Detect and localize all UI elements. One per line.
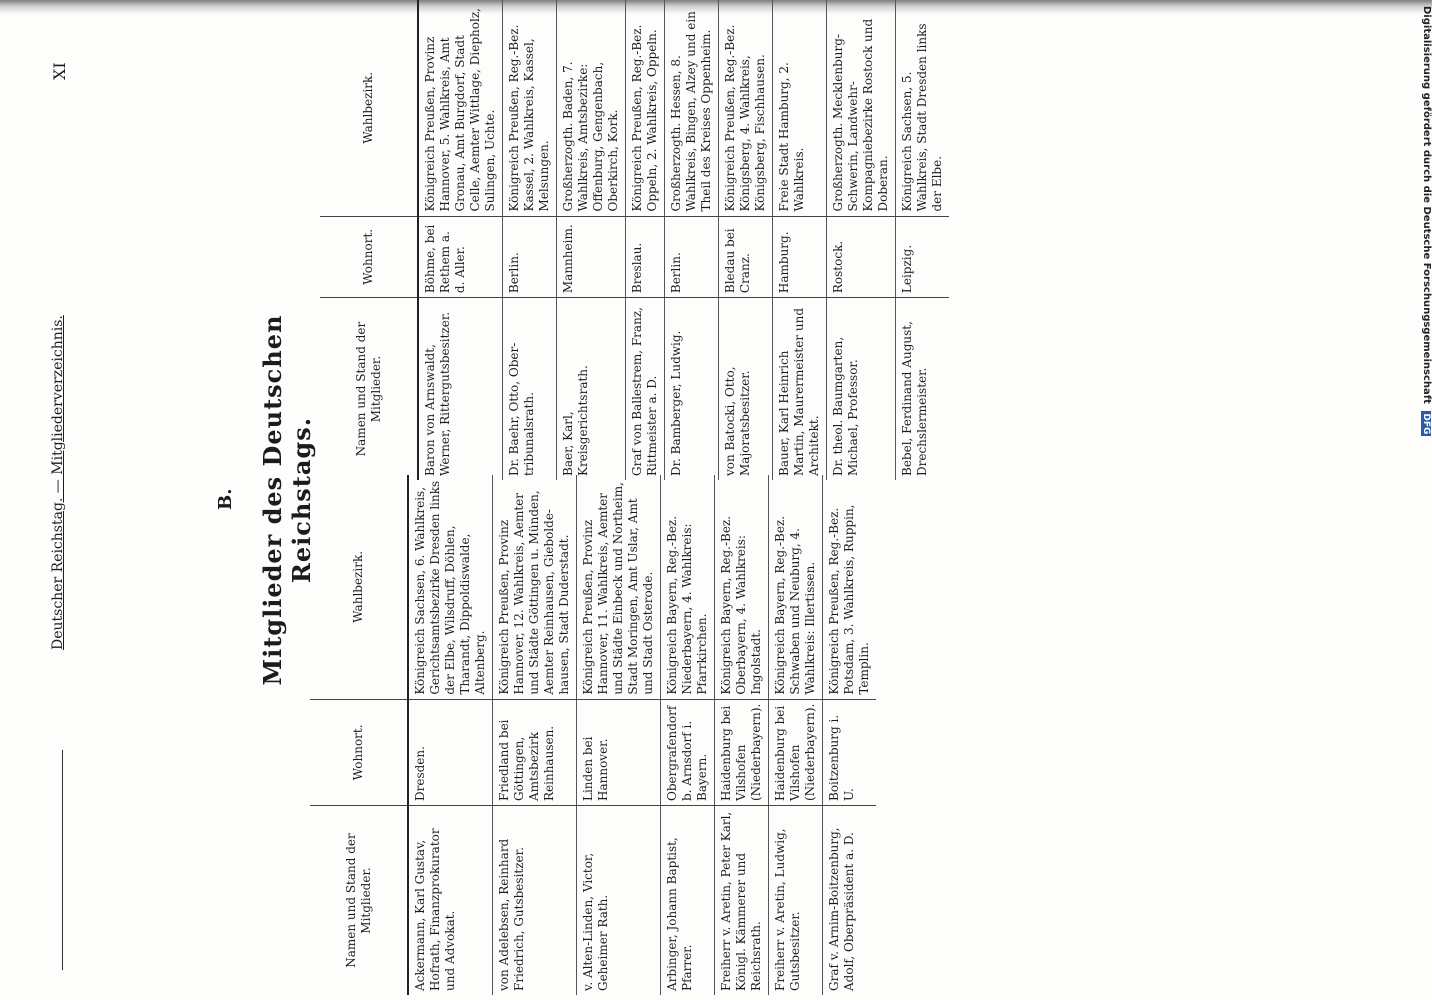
- member-name: von Batocki, Otto, Majoratsbesitzer.: [719, 298, 773, 480]
- member-row: [418, 0, 503, 480]
- member-name: von Adelebsen, Reinhard Friedrich, Gutsbesitzer.: [493, 806, 577, 996]
- member-district: Königreich Bayern, Reg.-Bez. Niederbayern, 4. Wahlkreis: Pfarrkirchen.: [661, 475, 715, 699]
- members-table-right: [320, 0, 949, 480]
- section-letter: B.: [215, 488, 236, 510]
- member-residence: Dresden.: [408, 699, 493, 805]
- member-name: Dr. theol. Baumgarten, Michael, Professor.: [827, 298, 896, 480]
- member-name: Dr. Bamberger, Ludwig.: [665, 298, 719, 480]
- member-residence: Haidenburg bei Vilshofen (Niederbayern).: [769, 699, 823, 805]
- member-row: [503, 0, 557, 480]
- dfg-note-text: Digitalisierung gefördert durch die Deutsche Forschungsgemeinschaft: [1421, 6, 1432, 404]
- member-row: [577, 475, 661, 995]
- member-district: Königreich Preußen, Reg.-Bez. Königsberg, 4. Wahlkreis, Königsberg, Fischhausen.: [719, 0, 773, 216]
- head-rule: [62, 750, 63, 970]
- col-header-name: Namen und Stand der Mitglieder.: [310, 806, 408, 996]
- member-residence: Rostock.: [827, 216, 896, 298]
- member-residence: Boitzenburg i. U.: [823, 699, 877, 805]
- member-row: [661, 475, 715, 995]
- members-table-left: [310, 475, 876, 995]
- member-row: [719, 0, 773, 480]
- member-district: Großherzogth. Hessen, 8. Wahlkreis, Bingen, Alzey und ein Theil des Kreises Oppenheim.: [665, 0, 719, 216]
- member-name: Ackermann, Karl Gustav, Hofrath, Finanzprokurator und Advokat.: [413, 828, 457, 991]
- member-row: [823, 475, 877, 995]
- member-row: [493, 475, 577, 995]
- member-name: Graf v. Arnim-Boitzenburg, Adolf, Oberpräsident a. D.: [823, 806, 877, 996]
- member-name: Graf von Ballestrem, Franz, Rittmeister a. D.: [626, 298, 665, 480]
- member-row: [408, 475, 493, 995]
- member-district: Königreich Bayern, Reg.-Bez. Oberbayern, 4. Wahlkreis: Ingolstadt.: [715, 475, 769, 699]
- member-residence: Linden bei Hannover.: [577, 699, 661, 805]
- member-residence: Berlin.: [503, 216, 557, 298]
- member-name: Freiherr v. Aretin, Ludwig, Gutsbesitzer.: [769, 806, 823, 996]
- member-residence: Breslau.: [626, 216, 665, 298]
- member-district: Königreich Preußen, Provinz Hannover, 11. Wahlkreis, Aemter und Städte Einbeck und Northeim, Stadt Moringen, Amt Uslar, Amt und Stadt Osterode.: [577, 475, 661, 699]
- digitization-note: [1418, 6, 1432, 996]
- member-district: Königreich Preußen, Reg.-Bez. Oppeln, 2. Wahlkreis, Oppeln.: [626, 0, 665, 216]
- page-number: XI: [50, 62, 69, 80]
- member-row: [769, 475, 823, 995]
- member-row: [557, 0, 626, 480]
- member-residence: Leipzig.: [896, 216, 950, 298]
- member-residence: Bledau bei Cranz.: [719, 216, 773, 298]
- member-row: [896, 0, 950, 480]
- member-district: Großherzogth. Baden, 7. Wahlkreis, Amtsbezirke: Offenburg, Gengenbach, Oberkirch, Kork.: [557, 0, 626, 216]
- member-district: Königreich Bayern, Reg.-Bez. Schwaben und Neuburg, 4. Wahlkreis: Illertissen.: [769, 475, 823, 699]
- member-name: v. Alten-Linden, Victor, Geheimer Rath.: [577, 806, 661, 996]
- page-title: Mitglieder des Deutschen Reichstags.: [258, 314, 316, 686]
- col-header-district: Wahlbezirk.: [310, 475, 408, 699]
- member-residence: Obergrafendorf b. Arnsdorf i. Bayern.: [661, 699, 715, 805]
- dfg-logo: DFG: [1421, 413, 1431, 435]
- member-row: [715, 475, 769, 995]
- member-name: Arbinger, Johann Baptist, Pfarrer.: [661, 806, 715, 996]
- running-head-text: Deutscher Reichstag. — Mitgliederverzeichnis.: [50, 315, 66, 650]
- member-name: Baron von Arnswaldt, Werner, Rittergutsbesitzer.: [423, 311, 452, 476]
- member-district: Königreich Sachsen, 6. Wahlkreis, Gerichtsamtsbezirke Dresden links der Elbe, Wilsdruff, Döhlen, Tharandt, Dippoldiswalde, Altenberg.: [408, 475, 493, 699]
- col-header-district: Wahlbezirk.: [320, 0, 418, 216]
- member-residence: Friedland bei Göttingen, Amtsbezirk Reinhausen.: [493, 699, 577, 805]
- member-row: [626, 0, 665, 480]
- col-header-residence: Wohnort.: [310, 699, 408, 805]
- member-district: Königreich Sachsen, 5. Wahlkreis, Stadt Dresden links der Elbe.: [896, 0, 950, 216]
- running-head: [40, 0, 80, 1000]
- member-name: Bebel, Ferdinand August, Drechslermeister.: [896, 298, 950, 480]
- col-header-residence: Wohnort.: [320, 216, 418, 298]
- member-residence: Böhme, bei Rethem a. d. Aller.: [418, 216, 503, 298]
- member-residence: Mannheim.: [557, 216, 626, 298]
- member-district: Freie Stadt Hamburg, 2. Wahlkreis.: [773, 0, 827, 216]
- member-district: Königreich Preußen, Provinz Hannover, 5. Wahlkreis, Amt Gronau, Amt Burgdorf, Stadt Celle, Aemter Wittlage, Diepholz, Sulingen, Uchte.: [418, 0, 503, 216]
- member-name: Dr. Baehr, Otto, Ober-tribunalsrath.: [503, 298, 557, 480]
- member-name: Baer, Karl, Kreisgerichtsrath.: [557, 298, 626, 480]
- member-district: Großherzogth. Mecklenburg-Schwerin, Landwehr-Kompagniebezirke Rostock und Doberan.: [827, 0, 896, 216]
- member-residence: Berlin.: [665, 216, 719, 298]
- member-district: Königreich Preußen, Provinz Hannover, 12. Wahlkreis, Aemter und Städte Göttingen u. Münden, Aemter Reinhausen, Gieboldehausen, Stadt Duderstadt.: [493, 475, 577, 699]
- member-district: Königreich Preußen, Reg.-Bez. Potsdam, 3. Wahlkreis, Ruppin, Templin.: [823, 475, 877, 699]
- member-district: Königreich Preußen, Reg.-Bez. Kassel, 2. Wahlkreis, Kassel, Melsungen.: [503, 0, 557, 216]
- member-row: [773, 0, 827, 480]
- member-residence: Haidenburg bei Vilshofen (Niederbayern).: [715, 699, 769, 805]
- member-residence: Hamburg.: [773, 216, 827, 298]
- member-name: Freiherr v. Aretin, Peter Karl, Königl. Kämmerer und Reichsrath.: [715, 806, 769, 996]
- member-name: Bauer, Karl Heinrich Martin, Maurermeister und Architekt.: [773, 298, 827, 480]
- member-row: [665, 0, 719, 480]
- member-row: [827, 0, 896, 480]
- col-header-name: Namen und Stand der Mitglieder.: [320, 298, 418, 480]
